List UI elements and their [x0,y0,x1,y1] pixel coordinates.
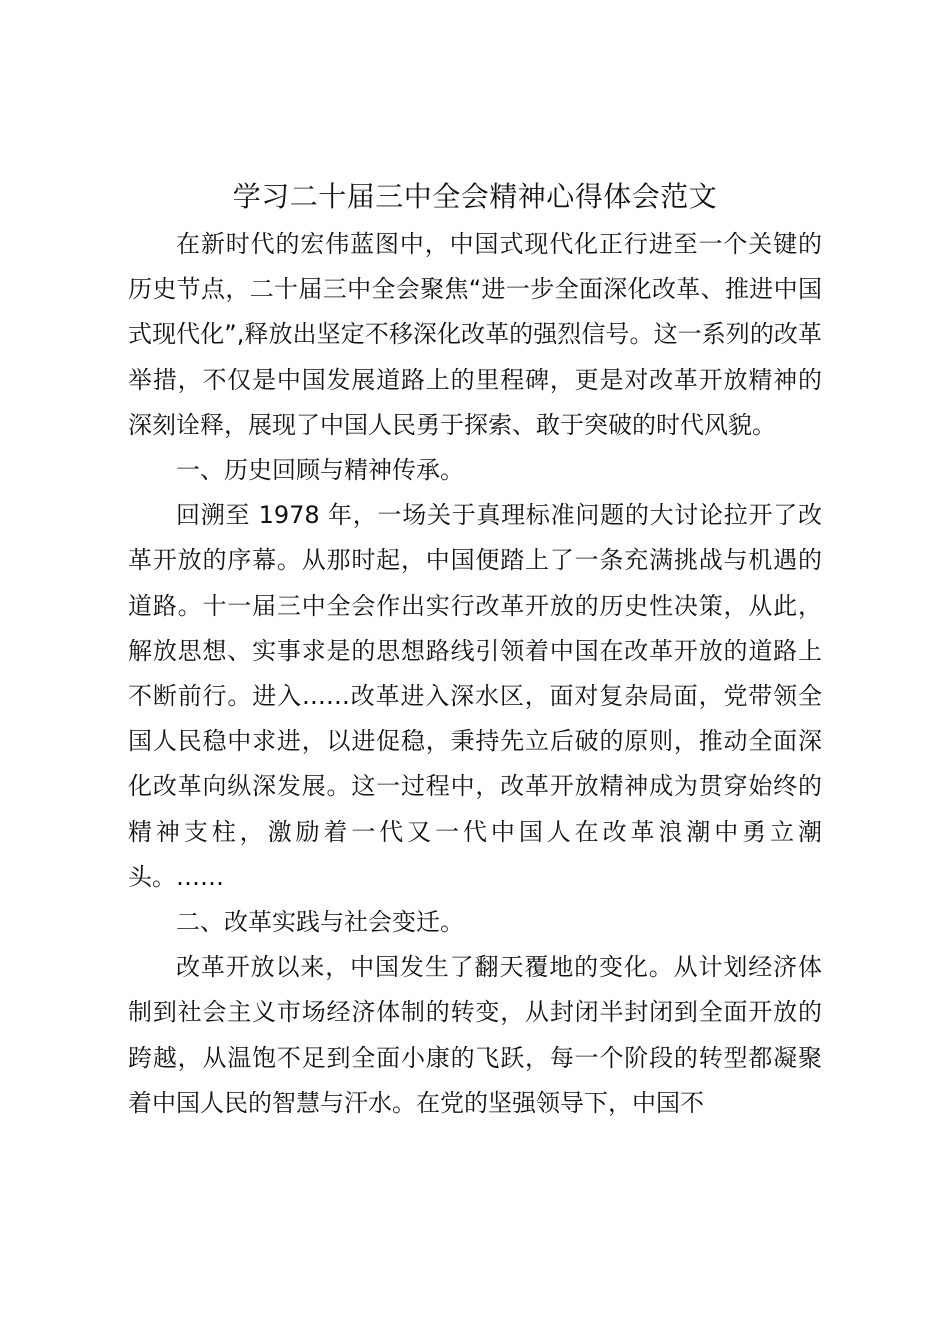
paragraph-intro: 在新时代的宏伟蓝图中，中国式现代化正行进至一个关键的历史节点，二十届三中全会聚焦“进一步全面深化改革、推进中国式现代化”,释放出坚定不移深化改革的强烈信号。这一系列的改革举措，不仅是中国发展道路上的里程碑，更是对改革开放精神的深刻诠释，展现了中国人民勇于探索、敢于突破的时代风貌。 [128,230,822,439]
section-heading-1: 一、历史回顾与精神传承。 [176,456,464,485]
document-title: 学习二十届三中全会精神心得体会范文 [232,180,718,213]
paragraph-reform: 改革开放以来，中国发生了翻天覆地的变化。从计划经济体制到社会主义市场经济体制的转变，从封闭半封闭到全面开放的跨越，从温饱不足到全面小康的飞跃，每一个阶段的转型都凝聚着中国人民的智慧与汗水。在党的坚强领导下，中国不 [128,953,822,1117]
paragraph-history: 回溯至 1978 年，一场关于真理标准问题的大讨论拉开了改革开放的序幕。从那时起，中国便踏上了一条充满挑战与机遇的道路。十一届三中全会作出实行改革开放的历史性决策，从此，解放思想、实事求是的思想路线引领着中国在改革开放的道路上不断前行。进入……改革进入深水区，面对复杂局面，党带领全国人民稳中求进，以进促稳，秉持先立后破的原则，推动全面深化改革向纵深发展。这一过程中，改革开放精神成为贯穿始终的精神支柱，激励着一代又一代中国人在改革浪潮中勇立潮头。…… [128,501,822,891]
document-body [128,222,822,1126]
section-heading-2: 二、改革实践与社会变迁。 [176,908,464,937]
